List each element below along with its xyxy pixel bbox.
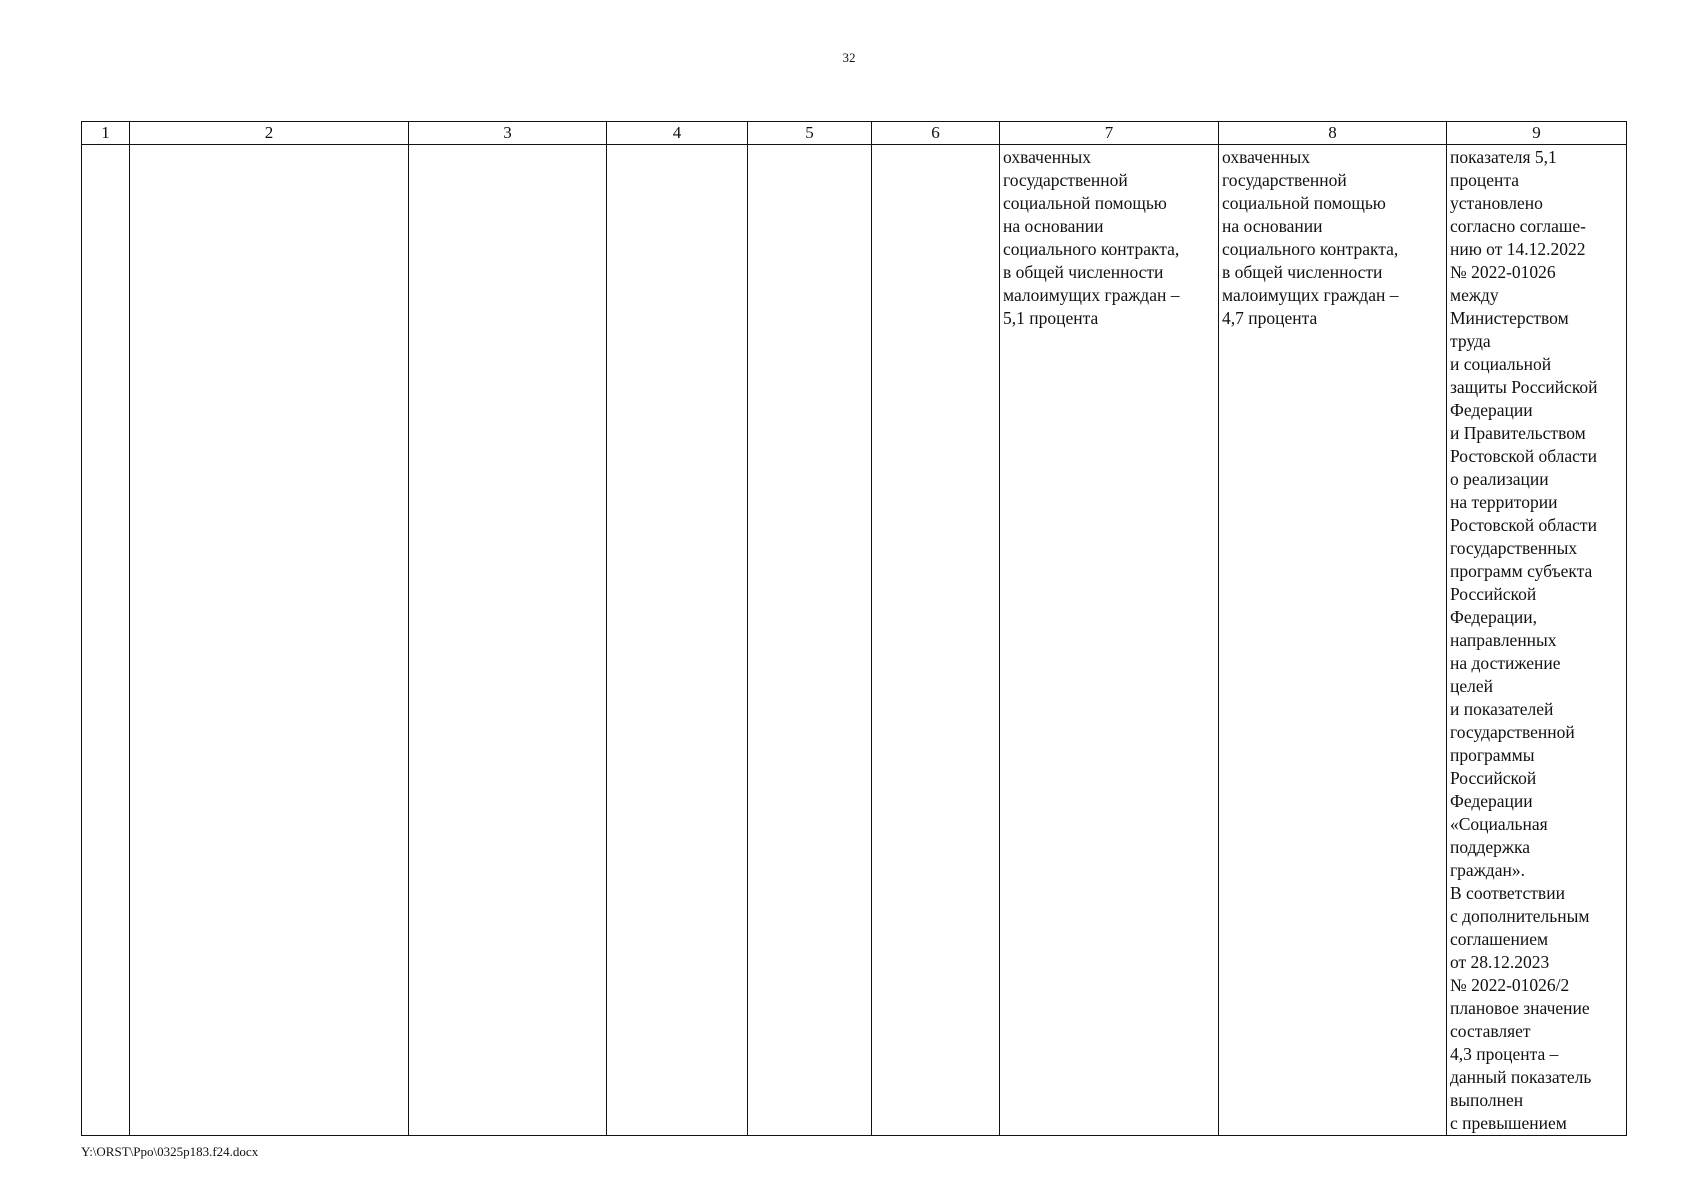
- cell-text-col-7: охваченных государственной социальной помощью на основании социального контракта, в общей численности малоимущих граждан – 5,1 процента: [1003, 147, 1180, 328]
- column-header-9: 9: [1447, 122, 1627, 145]
- cell-text-col-9: показателя 5,1 процента установлено согласно соглаше- нию от 14.12.2022 № 2022-01026 между Министерством труда и социальной защиты Российской Федерации и Правительством Ростовской области о реализации на территории Ростовской области государственных программ субъекта Российской Федерации, направленных на достижение целей и показателей государственной программы Российской Федерации «Социальная поддержка граждан». В соответствии с дополнительным соглашением от 28.12.2023 № 2022-01026/2 плановое значение составляет 4,3 процента – данный показатель выполнен с превышением: [1450, 147, 1598, 1133]
- footer-file-path: Y:\ORST\Ppo\0325p183.f24.docx: [81, 1144, 259, 1159]
- column-header-6: 6: [872, 122, 1000, 145]
- cell-col-6: [872, 145, 1000, 1136]
- cell-col-8: [1219, 145, 1447, 1136]
- header-row: [82, 122, 1627, 145]
- column-header-8: 8: [1219, 122, 1447, 145]
- cell-col-4: [607, 145, 748, 1136]
- data-table: [81, 121, 1627, 1136]
- cell-col-2: [130, 145, 409, 1136]
- column-header-3: 3: [409, 122, 607, 145]
- cell-col-7: [1000, 145, 1219, 1136]
- page-number: 32: [842, 50, 856, 65]
- table-row: [82, 145, 1627, 1136]
- cell-text-col-8: охваченных государственной социальной помощью на основании социального контракта, в общей численности малоимущих граждан – 4,7 процента: [1222, 147, 1399, 328]
- cell-col-9: [1447, 145, 1627, 1136]
- column-header-7: 7: [1000, 122, 1219, 145]
- column-header-1: 1: [82, 122, 130, 145]
- column-header-5: 5: [748, 122, 872, 145]
- cell-col-3: [409, 145, 607, 1136]
- column-header-2: 2: [130, 122, 409, 145]
- column-header-4: 4: [607, 122, 748, 145]
- cell-col-1: [82, 145, 130, 1136]
- cell-col-5: [748, 145, 872, 1136]
